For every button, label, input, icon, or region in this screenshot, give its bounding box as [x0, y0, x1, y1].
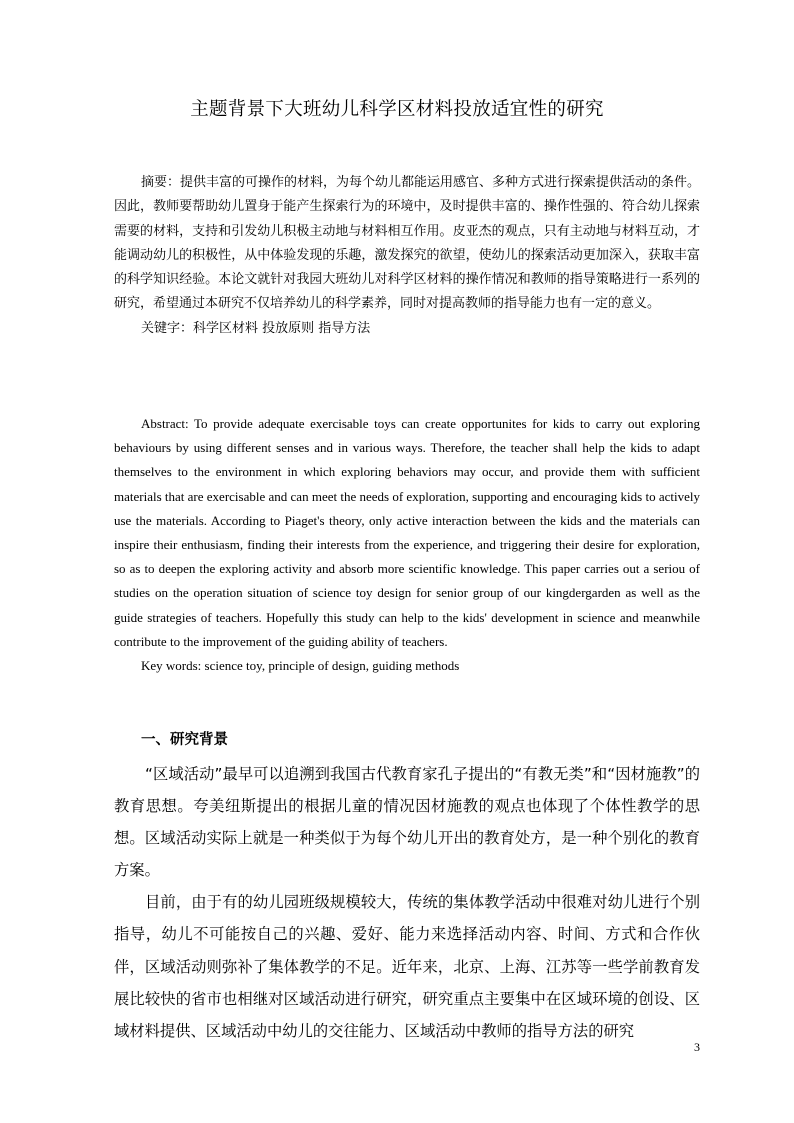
document-title: 主题背景下大班幼儿科学区材料投放适宜性的研究: [190, 99, 604, 120]
page-number: 3: [694, 1040, 700, 1054]
english-abstract-block: [114, 412, 700, 678]
section-body: [114, 758, 700, 1047]
chinese-abstract: 摘要：提供丰富的可操作的材料，为每个幼儿都能运用感官、多种方式进行探索提供活动的条件。因此，教师要帮助幼儿置身于能产生探索行为的环境中，及时提供丰富的、操作性强的、符合幼儿探索需要的材料，支持和引发幼儿积极主动地与材料相互作用。皮亚杰的观点，只有主动地与材料互动，才能调动幼儿的积极性，从中体验发现的乐趣，激发探究的欲望，使幼儿的探索活动更加深入，获取丰富的科学知识经验。本论文就针对我园大班幼儿对科学区材料的操作情况和教师的指导策略进行一系列的研究，希望通过本研究不仅培养幼儿的科学素养，同时对提高教师的指导能力也有一定的意义。: [114, 175, 701, 312]
chinese-abstract-block: [114, 171, 700, 341]
chinese-keywords: 关键字：科学区材料 投放原则 指导方法: [141, 320, 371, 336]
body-paragraph-2: 目前，由于有的幼儿园班级规模较大，传统的集体教学活动中很难对幼儿进行个别指导，幼儿不可能按自己的兴趣、爱好、能力来选择活动内容、时间、方式和合作伙伴，区域活动则弥补了集体教学的不足。近年来，北京、上海、江苏等一些学前教育发展比较快的省市也相继对区域活动进行研究，研究重点主要集中在区域环境的创设、区域材料提供、区域活动中幼儿的交往能力、区域活动中教师的指导方法的研究: [114, 893, 700, 1040]
body-paragraph-1: “区域活动”最早可以追溯到我国古代教育家孔子提出的“有教无类”和“因材施教”的教育思想。夸美纽斯提出的根据儿童的情况因材施教的观点也体现了个体性教学的思想。区域活动实际上就是一种类似于为每个幼儿开出的教育处方，是一种个别化的教育方案。: [114, 765, 700, 880]
english-keywords: Key words: science toy, principle of design, guiding methods: [141, 658, 460, 674]
section-heading: 一、研究背景: [141, 732, 228, 748]
english-abstract: Abstract: To provide adequate exercisable toys can create opportunites for kids to carry out exploring behaviours by using different senses and in various ways. Therefore, the teacher shall help the kids to adapt themselves to the environment in which exploring behaviors may occur, and provide them with sufficient materials that are exercisable and can meet the needs of exploration, supporting and encouraging kids to actively use the materials. According to Piaget's theory, only active interaction between the kids and the materials can inspire their enthusiasm, finding their interests from the experience, and triggering their desire for exploration, so as to deepen the exploring activity and absorb more scientific knowledge. This paper carries out a seriou of studies on the operation situation of science toy design for senior group of our kingdergarden as well as the guide strategies of teachers. Hopefully this study can help to the kids' development in science and meanwhile contribute to the improvement of the guiding ability of teachers.: [114, 416, 700, 649]
